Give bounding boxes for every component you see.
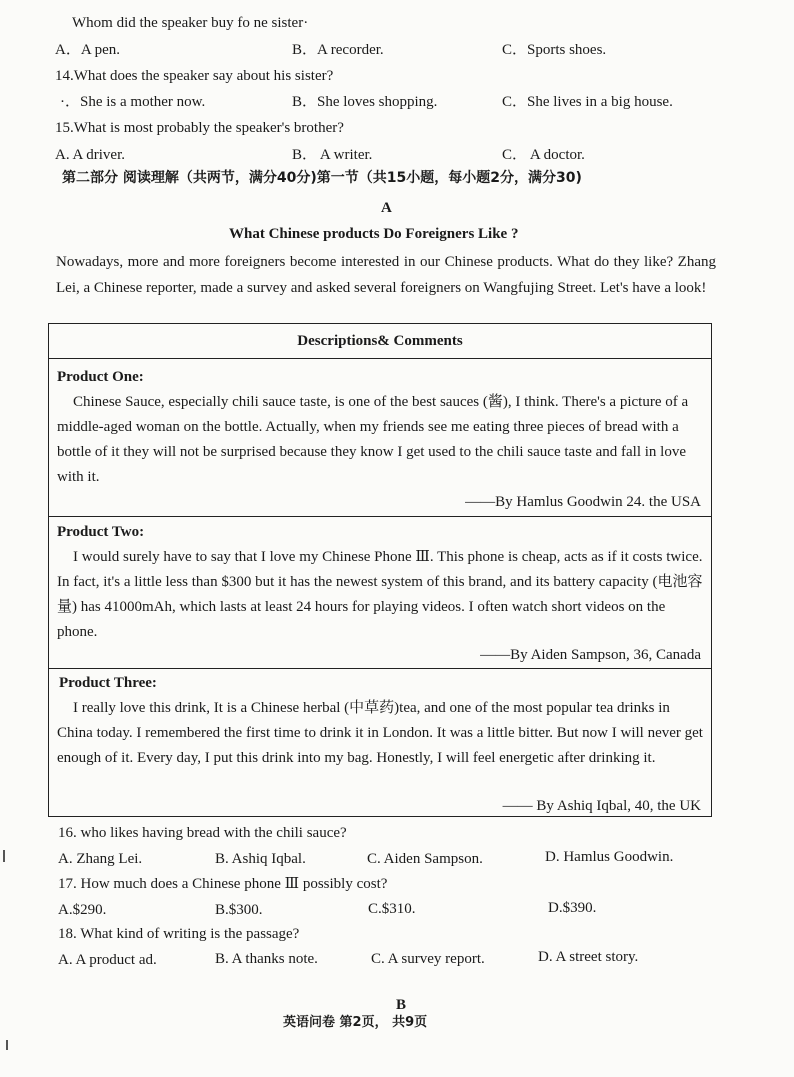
q13-option-c: C．Sports shoes.: [502, 42, 607, 58]
product-two-label: Product Two:: [57, 524, 145, 540]
question-13: Whom did the speaker buy fo ne sister·: [72, 15, 309, 31]
q14-option-b: B．She loves shopping.: [292, 94, 438, 110]
table-divider: [49, 358, 711, 359]
page-info: 英语问卷 第2页， 共9页: [283, 1015, 428, 1030]
passage-intro: Nowadays, more and more foreigners become interested in our Chinese products. What do they like? Zhang Lei, a Chinese reporter, made a survey and asked several foreigners on Wangfujing Street. Let's have a look!: [56, 254, 716, 296]
q16-option-c: C. Aiden Sampson.: [367, 851, 483, 867]
scan-mark: [3, 850, 5, 862]
question-18: 18. What kind of writing is the passage?: [58, 926, 300, 942]
product-two-signature: ——By Aiden Sampson, 36, Canada: [480, 647, 701, 663]
q15-option-c: C． A doctor.: [502, 147, 585, 163]
passage-title: What Chinese products Do Foreigners Like ?: [229, 226, 519, 242]
section-header: 第二部分 阅读理解（共两节，满分40分)第一节（共15小题，每小题2分，满分30): [62, 170, 582, 186]
table-header: Descriptions& Comments: [297, 333, 463, 349]
q14-option-a: ·．She is a mother now.: [60, 94, 206, 110]
question-17: 17. How much does a Chinese phone Ⅲ possibly cost?: [58, 876, 388, 892]
table-divider: [49, 516, 711, 517]
product-one-signature: ——By Hamlus Goodwin 24. the USA: [465, 494, 701, 510]
product-one-label: Product One:: [57, 369, 144, 385]
q16-option-d: D. Hamlus Goodwin.: [545, 849, 674, 865]
q17-option-d: D.$390.: [548, 900, 597, 916]
product-two-text: I would surely have to say that I love my Chinese Phone Ⅲ. This phone is cheap, acts as if it costs twice. In fact, it's a little less than $300 but it has the newest system of this brand, and its battery capacity (电池容量) has 41000mAh, which lasts at least 24 hours for playing videos. I often watch short videos on the phone.: [57, 549, 703, 640]
q14-option-c: C．She lives in a big house.: [502, 94, 673, 110]
q15-option-a: A. A driver.: [55, 147, 125, 163]
q18-option-c: C. A survey report.: [371, 951, 485, 967]
section-b-letter: B: [396, 997, 407, 1013]
table-divider: [49, 668, 711, 669]
q13-option-b: B．A recorder.: [292, 42, 384, 58]
q18-option-d: D. A street story.: [538, 949, 639, 965]
q18-option-b: B. A thanks note.: [215, 951, 318, 967]
scan-mark: [6, 1040, 8, 1050]
passage-letter: A: [381, 200, 392, 216]
q15-option-b: B． A writer.: [292, 147, 373, 163]
q13-option-a: A．A pen.: [55, 42, 120, 58]
product-three-label: Product Three:: [59, 675, 157, 691]
product-three-text: I really love this drink, It is a Chinese herbal (中草药)tea, and one of the most popular tea drinks in China today. I remembered the first time to drink it in London. It was a little bitter. But now I will never get enough of it. Every day, I put this drink into my bag. Honestly, I will feel energetic after drinking it.: [57, 700, 703, 766]
q16-option-a: A. Zhang Lei.: [58, 851, 143, 867]
question-15: 15.What is most probably the speaker's brother?: [55, 120, 344, 136]
product-three-signature: —— By Ashiq Iqbal, 40, the UK: [502, 798, 701, 814]
descriptions-table: [48, 323, 712, 817]
q17-option-b: B.$300.: [215, 902, 263, 918]
q17-option-a: A.$290.: [58, 902, 107, 918]
question-16: 16. who likes having bread with the chili sauce?: [58, 825, 347, 841]
q16-option-b: B. Ashiq Iqbal.: [215, 851, 306, 867]
question-14: 14.What does the speaker say about his sister?: [55, 68, 334, 84]
q17-option-c: C.$310.: [368, 901, 416, 917]
product-one-text: Chinese Sauce, especially chili sauce taste, is one of the best sauces (酱), I think. There's a picture of a middle-aged woman on the bottle. Actually, when my friends see me eating three pieces of bread with a bottle of it they will not be surprised because they know I get used to the chili sauce taste and fall in love with it.: [57, 394, 689, 485]
q18-option-a: A. A product ad.: [58, 952, 157, 968]
